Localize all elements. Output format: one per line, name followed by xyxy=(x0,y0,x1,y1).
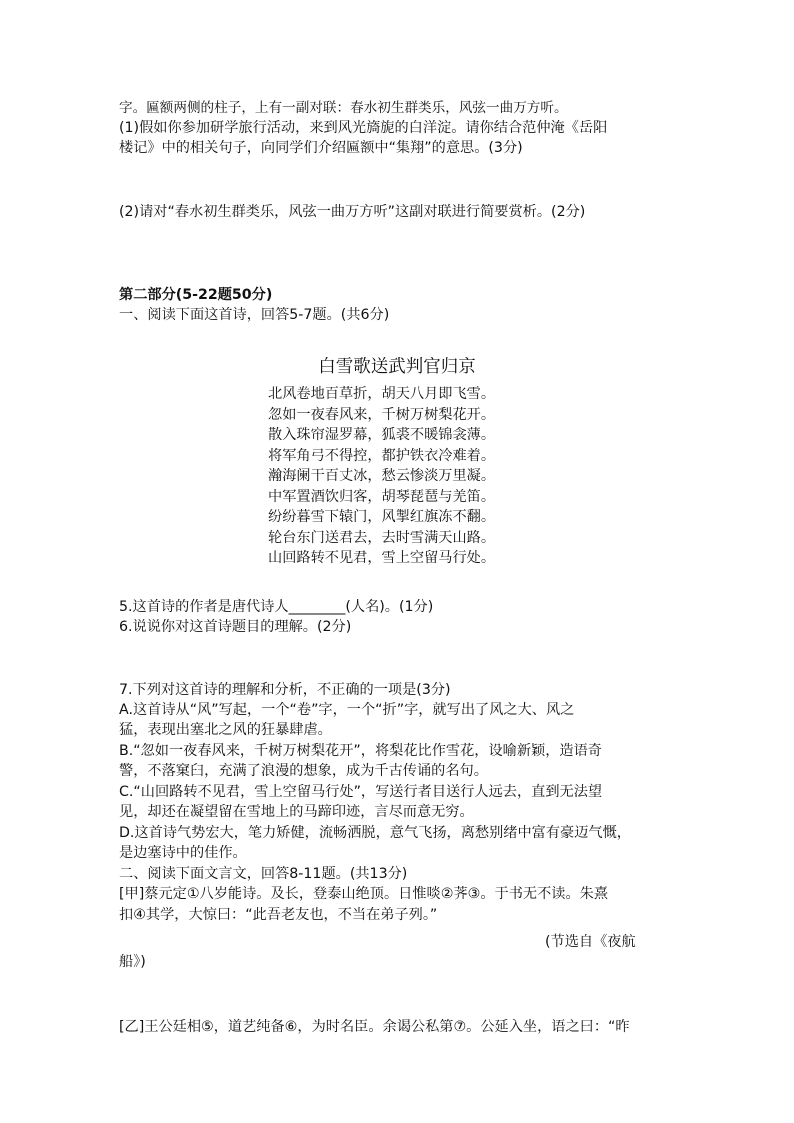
poem-line: 将军角弓不得控，都护铁衣冷难着。 xyxy=(268,448,496,464)
poem-line: 瀚海阑干百丈冰，愁云惨淡万里凝。 xyxy=(268,468,496,484)
question-7-option-line: 是边塞诗中的佳作。 xyxy=(119,845,247,861)
part2-heading: 第二部分(5-22题50分) xyxy=(119,287,273,303)
question-7-option-line: 见，却还在凝望留在雪地上的马蹄印迹，言尽而意无穷。 xyxy=(119,804,474,820)
poem-line: 散入珠帘湿罗幕，狐裘不暖锦衾薄。 xyxy=(268,427,496,443)
question-7-stem: 7.下列对这首诗的理解和分析，不正确的一项是(3分) xyxy=(119,682,451,698)
poem-line: 山回路转不见君，雪上空留马行处。 xyxy=(268,550,496,566)
question-7-option-line: B.“忽如一夜春风来，千树万树梨花开”，将梨花比作雪花，设喻新颖，造语奇 xyxy=(119,743,602,759)
jia-passage-line2: 扣④其学，大惊曰：“此吾老友也，不当在弟子列。” xyxy=(119,907,438,923)
poem-line: 中军置酒饮归客，胡琴琵琶与羌笛。 xyxy=(268,489,496,505)
question-5: 5.这首诗的作者是唐代诗人________(人名)。(1分) xyxy=(119,599,434,615)
poem-line: 北风卷地百草折，胡天八月即飞雪。 xyxy=(268,386,496,402)
poem-title: 白雪歌送武判官归京 xyxy=(318,357,476,377)
question-7-option-line: 猛，表现出塞北之风的狂暴肆虐。 xyxy=(119,722,332,738)
poem-line: 忽如一夜春风来，千树万树梨花开。 xyxy=(268,407,496,423)
question-6: 6.说说你对这首诗题目的理解。(2分) xyxy=(119,619,352,635)
poem-line: 轮台东门送君去，去时雪满天山路。 xyxy=(268,530,496,546)
jia-source-part2: 船》) xyxy=(119,954,146,970)
yi-passage-line1: [乙]王公廷相⑤，道艺纯备⑥，为时名臣。余谒公私第⑦。公延入坐，语之曰：“昨 xyxy=(119,1019,630,1035)
question-7-option-line: A.这首诗从“风”写起，一个“卷”字，一个“折”字，就写出了风之大、风之 xyxy=(119,702,575,718)
question-7-option-line: 警，不落窠臼，充满了浪漫的想象，成为千古传诵的名句。 xyxy=(119,763,488,779)
section1-heading: 一、阅读下面这首诗，回答5-7题。(共6分) xyxy=(119,307,390,323)
question-7-option-line: D.这首诗气势宏大，笔力矫健，流畅洒脱，意气飞扬，离愁别绪中富有豪迈气慨， xyxy=(119,825,631,841)
q4-part1-line1: (1)假如你参加研学旅行活动，来到风光旖旎的白洋淀。请你结合范仲淹《岳阳 xyxy=(119,120,608,136)
jia-passage-line1: [甲]蔡元定①八岁能诗。及长，登泰山绝顶。日惟啖②荠③。于书无不读。朱熹 xyxy=(119,886,609,902)
section2-heading: 二、阅读下面文言文，回答8-11题。(共13分) xyxy=(119,866,408,882)
intro-line: 字。匾额两侧的柱子，上有一副对联：春水初生群类乐，风弦一曲万方听。 xyxy=(119,100,568,116)
poem-line: 纷纷暮雪下辕门，风掣红旗冻不翻。 xyxy=(268,509,496,525)
q4-part1-line2: 楼记》中的相关句子，向同学们介绍匾额中“集翔”的意思。(3分) xyxy=(119,140,523,156)
jia-source-part1: (节选自《夜航 xyxy=(545,934,636,950)
q4-part2: (2)请对“春水初生群类乐，风弦一曲万方听”这副对联进行简要赏析。(2分) xyxy=(119,204,586,220)
question-7-option-line: C.“山回路转不见君，雪上空留马行处”，写送行者目送行人远去，直到无法望 xyxy=(119,784,603,800)
